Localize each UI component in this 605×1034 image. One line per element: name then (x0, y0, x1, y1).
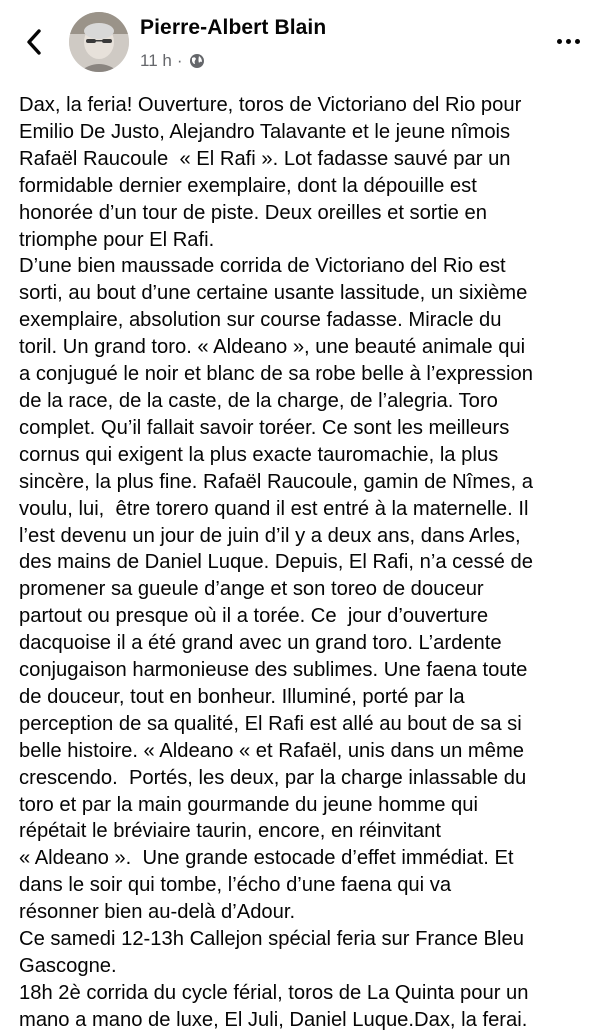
more-dot (566, 39, 571, 44)
post-line: de douceur, tout en bonheur. Illuminé, porté par la (19, 685, 465, 708)
post-line: perception de sa qualité, El Rafi est allé au bout de sa si (19, 712, 522, 735)
post-line: crescendo. Portés, les deux, par la charge inlassable du (19, 766, 527, 789)
post-line: belle histoire. « Aldeano « et Rafaël, unis dans un même (19, 739, 525, 762)
more-dot (557, 39, 562, 44)
post-meta (140, 51, 205, 71)
post-line: D’une bien maussade corrida de Victoriano del Rio est (19, 255, 506, 278)
post-text (19, 92, 605, 1034)
post-line: partout ou presque où il a torée. Ce jour d’ouverture (19, 605, 489, 628)
post-line: conjugaison harmonieuse des sublimes. Une faena toute (19, 659, 528, 682)
post-line: répétait le bréviaire taurin, encore, en réinvitant (19, 820, 441, 843)
back-button[interactable] (18, 24, 50, 60)
post-header (0, 0, 605, 80)
post-line: Emilio De Justo, Alejandro Talavante et le jeune nîmois (19, 120, 511, 143)
post-line: mano a mano de luxe, El Juli, Daniel Luque.Dax, la ferai. (19, 1008, 528, 1031)
post-line: formidable dernier exemplaire, dont la dépouille est (19, 174, 477, 197)
post-line: voulu, lui, être torero quand il est entré à la maternelle. Il (19, 497, 529, 520)
chevron-left-icon (26, 29, 42, 55)
avatar[interactable] (69, 12, 129, 72)
post-line: de la race, de la caste, de la charge, de l’alegria. Toro (19, 389, 498, 412)
post-line: toril. Un grand toro. « Aldeano », une beauté animale qui (19, 336, 526, 359)
post-line: honorée d’un tour de piste. Deux oreilles et sortie en (19, 201, 487, 224)
post-line: sincère, la plus fine. Rafaël Raucoule, gamin de Nîmes, a (19, 470, 533, 493)
post-line: toro et par la main gourmande du jeune homme qui (19, 793, 478, 816)
post-line: Dax, la feria! Ouverture, toros de Victoriano del Rio pour (19, 94, 522, 116)
post-line: cornus qui exigent la plus exacte tauromachie, la plus (19, 443, 499, 466)
post-line: dans le soir qui tombe, l’écho d’une faena qui va (19, 874, 452, 897)
post-line: promener sa gueule d’ange et son toreo de douceur (19, 578, 484, 601)
post-line: a conjugué le noir et blanc de sa robe belle à l’expression (19, 363, 533, 386)
post-line: des mains de Daniel Luque. Depuis, El Rafi, n’a cessé de (19, 551, 533, 574)
post-line: Ce samedi 12-13h Callejon spécial feria sur France Bleu (19, 928, 524, 951)
post-line: « Aldeano ». Une grande estocade d’effet immédiat. Et (19, 847, 514, 870)
post-time[interactable]: 11 h (140, 51, 172, 70)
post-line: Rafaël Raucoule « El Rafi ». Lot fadasse sauvé par un (19, 147, 511, 170)
post-line: Gascogne. (19, 955, 117, 977)
post-line: 18h 2è corrida du cycle férial, toros de La Quinta pour un (19, 981, 529, 1004)
post-line: exemplaire, absolution sur course fadasse. Miracle du (19, 309, 502, 332)
post-line: l’est devenu un jour de juin d’il y a deux ans, dans Arles, (19, 524, 521, 547)
avatar-photo (69, 12, 129, 72)
post-line: sorti, au bout d’une certaine usante lassitude, un sixième (19, 282, 528, 305)
more-options-button[interactable] (553, 32, 583, 50)
globe-icon (189, 53, 205, 69)
post-line: triomphe pour El Rafi. (19, 228, 215, 251)
post-line: dacquoise il a été grand avec un grand toro. L’ardente (19, 632, 502, 655)
post-line: complet. Qu’il fallait savoir toréer. Ce sont les meilleurs (19, 416, 510, 439)
author-name[interactable]: Pierre-Albert Blain (140, 16, 327, 39)
meta-separator: · (176, 51, 183, 70)
post-line: résonner bien au-delà d’Adour. (19, 901, 296, 924)
more-dot (575, 39, 580, 44)
